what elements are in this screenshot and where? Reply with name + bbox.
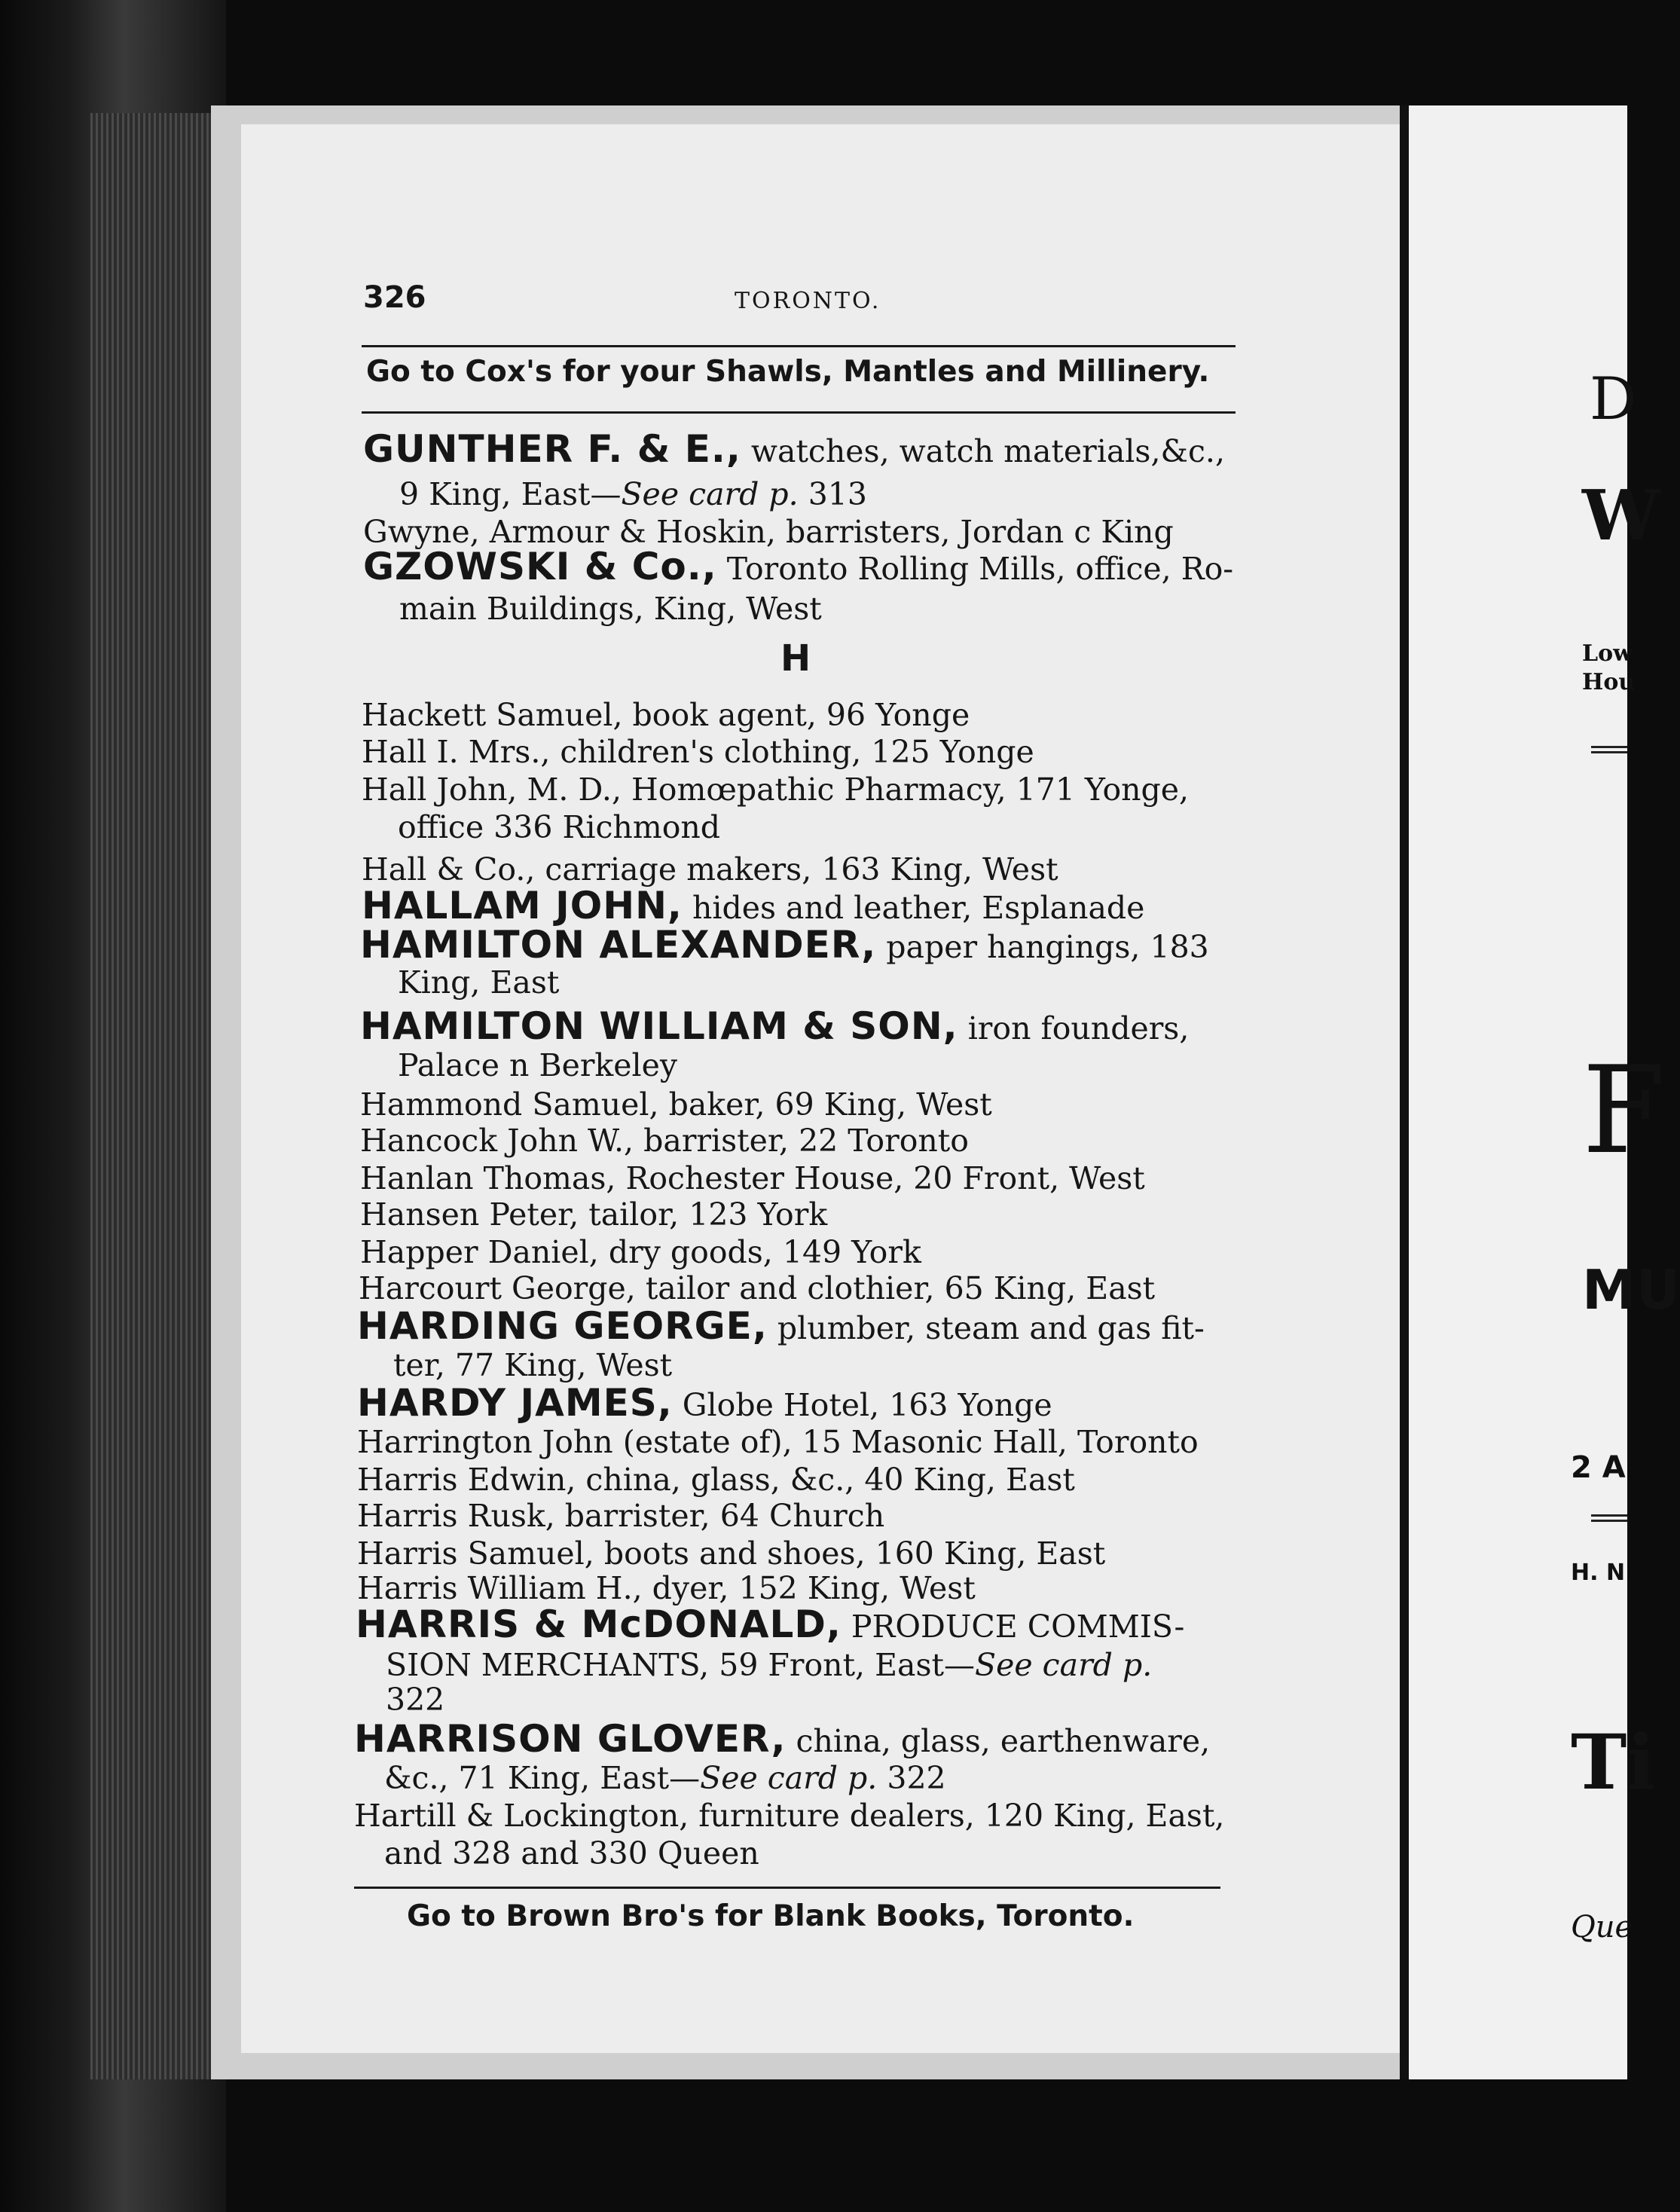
directory-entry [384,1760,946,1796]
directory-entry [386,1647,1152,1683]
header-rule [362,345,1236,347]
right-fragment: MU [1582,1258,1680,1321]
directory-entry [357,1535,1105,1572]
entry-text: 322 [877,1760,946,1796]
entry-text: King, East [398,964,560,1001]
entry-text: Hammond Samuel, baker, 69 King, West [360,1086,992,1123]
entry-text: Harris Rusk, barrister, 64 Church [357,1498,885,1534]
directory-entry [360,1123,969,1159]
entry-text: Harrington John (estate of), 15 Masonic Hall, Toronto [357,1424,1199,1460]
directory-entry [360,923,1209,967]
entry-text: Hartill & Lockington, furniture dealers, 120 King, East, [354,1798,1225,1834]
right-fragment: F [1582,1040,1666,1181]
right-fragment: Low [1582,640,1633,667]
directory-entry [354,1798,1224,1834]
directory-entry [360,1086,992,1123]
entry-text: Hancock John W., barrister, 22 Toronto [360,1123,969,1159]
entry-text: 313 [798,476,867,512]
right-rule [1591,746,1627,753]
entry-text: watches, watch materials,&c., [741,433,1226,469]
entry-name: HAMILTON ALEXANDER, [360,923,877,967]
entry-text: office 336 Richmond [398,809,721,845]
entry-name: HARDY JAMES, [357,1381,673,1425]
entry-text: SION MERCHANTS, 59 Front, East— [386,1647,976,1683]
right-rule [1591,1514,1627,1522]
see-card-ref: See card p. [700,1760,878,1796]
entry-name: HARRISON GLOVER, [354,1717,787,1761]
entry-text: Toronto Rolling Mills, office, Ro- [716,551,1234,587]
right-fragment: W [1582,475,1660,556]
directory-entry [399,476,867,512]
footer-rule [354,1887,1220,1889]
directory-entry [357,1498,884,1534]
entry-text: Harris William H., dyer, 152 King, West [357,1570,976,1606]
right-fragment: D [1590,365,1637,433]
directory-entry [362,697,970,733]
entry-text: Happer Daniel, dry goods, 149 York [360,1234,921,1270]
directory-entry [393,1347,672,1383]
entry-text: Harris Edwin, china, glass, &c., 40 King, East [357,1462,1075,1498]
see-card-ref: See card p. [621,476,799,512]
entry-text: main Buildings, King, West [399,591,822,627]
right-fragment: Hou [1582,669,1636,695]
entry-text: ter, 77 King, West [393,1347,673,1383]
directory-entry [359,1270,1155,1306]
right-fragment: Que [1571,1910,1633,1945]
directory-entry [398,964,559,1001]
entry-text: 9 King, East— [399,476,622,512]
directory-entry [362,734,1034,770]
directory-entry [357,1570,976,1606]
directory-entry [357,1381,1052,1425]
entry-name: HALLAM JOHN, [362,884,683,927]
directory-entry [362,851,1058,888]
entry-text: &c., 71 King, East— [384,1760,701,1796]
directory-entry [357,1462,1075,1498]
entry-name: HAMILTON WILLIAM & SON, [360,1004,958,1048]
directory-entry [362,771,1189,808]
right-fragment: 2 A [1571,1450,1626,1485]
top-advertisement: Go to Cox's for your Shawls, Mantles and Millinery. [366,355,1210,389]
entry-name: GZOWSKI & Co., [363,545,717,588]
directory-entry [356,1602,1185,1646]
entry-text: Hansen Peter, tailor, 123 York [360,1196,828,1233]
entry-text: Palace n Berkeley [398,1047,678,1083]
entry-text: hides and leather, Esplanade [682,890,1145,926]
directory-entry [360,1160,1145,1196]
entry-text: and 328 and 330 Queen [384,1835,759,1871]
directory-entry [357,1304,1205,1348]
directory-entry [398,1047,677,1083]
entry-text: paper hangings, 183 [876,929,1209,965]
see-card-ref: See card p. [975,1647,1153,1683]
directory-entry [384,1835,759,1871]
entry-text: Hanlan Thomas, Rochester House, 20 Front, West [360,1160,1145,1196]
entry-name: HARRIS & McDONALD, [356,1602,842,1646]
entry-name: HARDING GEORGE, [357,1304,768,1348]
directory-entry [363,427,1226,471]
entry-text: Harris Samuel, boots and shoes, 160 King, East [357,1535,1106,1572]
right-page [1401,105,1680,2079]
directory-entry [398,809,720,845]
directory-entry [362,884,1145,927]
entry-text: Globe Hotel, 163 Yonge [672,1387,1052,1423]
page-number: 326 [363,280,426,315]
directory-entry [354,1717,1211,1761]
entry-text: Hall I. Mrs., children's clothing, 125 Yonge [362,734,1034,770]
right-fragment: H. N [1571,1560,1626,1586]
running-title: TORONTO. [735,288,881,314]
entry-text: PRODUCE COMMIS- [841,1609,1185,1645]
entry-text: Harcourt George, tailor and clothier, 65 King, East [359,1270,1156,1306]
directory-entry [399,591,822,627]
bottom-advertisement: Go to Brown Bro's for Blank Books, Toronto. [407,1899,1135,1933]
directory-entry [360,1004,1190,1048]
entry-text: china, glass, earthenware, [786,1723,1211,1759]
directory-entry [363,545,1234,588]
directory-entry [386,1682,444,1718]
entry-text: Hackett Samuel, book agent, 96 Yonge [362,697,970,733]
directory-entry [360,1234,921,1270]
section-letter: H [780,637,811,680]
entry-text: Gwyne, Armour & Hoskin, barristers, Jordan c King [363,514,1174,550]
entry-text: plumber, steam and gas fit- [767,1310,1205,1346]
entry-text: Hall John, M. D., Homœpathic Pharmacy, 171 Yonge, [362,771,1190,808]
entry-text: iron founders, [958,1010,1190,1046]
gutter-line [1400,105,1409,2079]
directory-entry [360,1196,827,1233]
entry-text: 322 [386,1682,445,1718]
header-rule [362,411,1236,414]
entry-text: Hall & Co., carriage makers, 163 King, West [362,851,1058,888]
directory-entry [357,1424,1199,1460]
right-fragment: Ti [1571,1718,1656,1807]
entry-name: GUNTHER F. & E., [363,427,741,471]
